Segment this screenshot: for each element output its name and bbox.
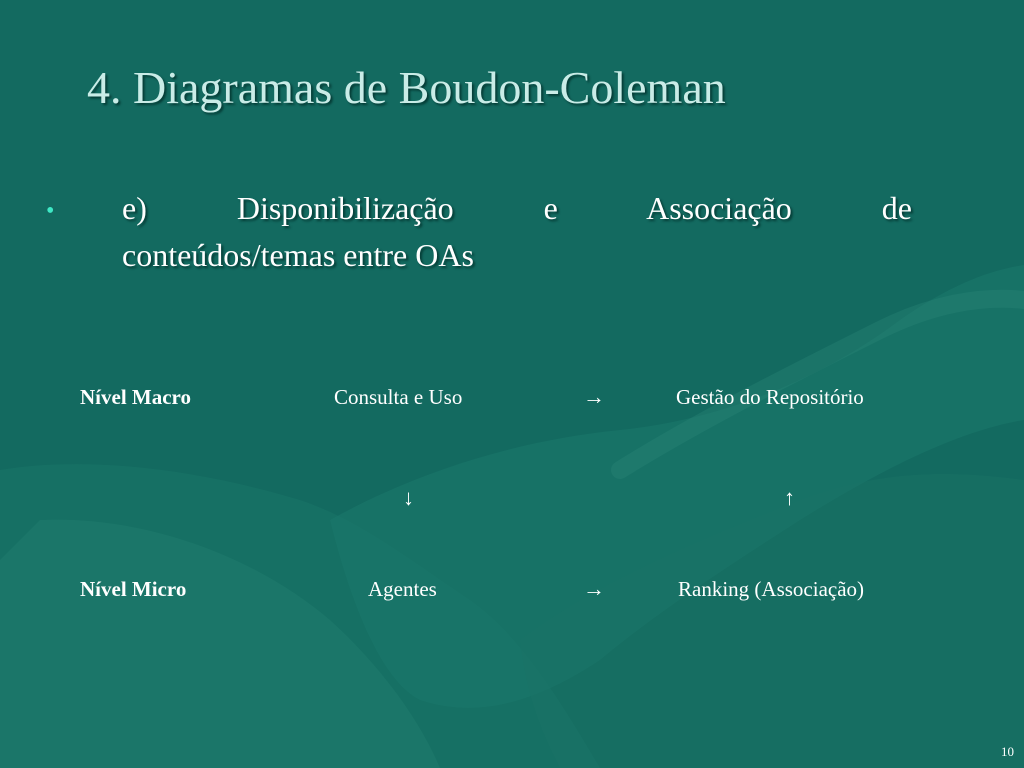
- macro-right-node: Gestão do Repositório: [676, 385, 864, 409]
- page-number: 10: [1001, 744, 1014, 759]
- macro-right-arrow: →: [583, 384, 605, 409]
- up-arrow: ↑: [784, 485, 795, 510]
- slide-title: 4. Diagramas de Boudon-Coleman: [87, 62, 726, 113]
- micro-level-label: Nível Micro: [80, 577, 187, 601]
- micro-right-arrow: →: [583, 576, 605, 601]
- bullet-text-line-1: e) Disponibilização e Associação de: [122, 190, 912, 226]
- bullet-marker: •: [46, 198, 55, 224]
- micro-right-node: Ranking (Associação): [678, 577, 865, 601]
- micro-left-node: Agentes: [368, 577, 437, 601]
- down-arrow: ↓: [403, 485, 414, 510]
- macro-level-label: Nível Macro: [80, 385, 191, 409]
- bullet-text-line-2: conteúdos/temas entre OAs: [122, 237, 474, 273]
- macro-left-node: Consulta e Uso: [334, 385, 463, 409]
